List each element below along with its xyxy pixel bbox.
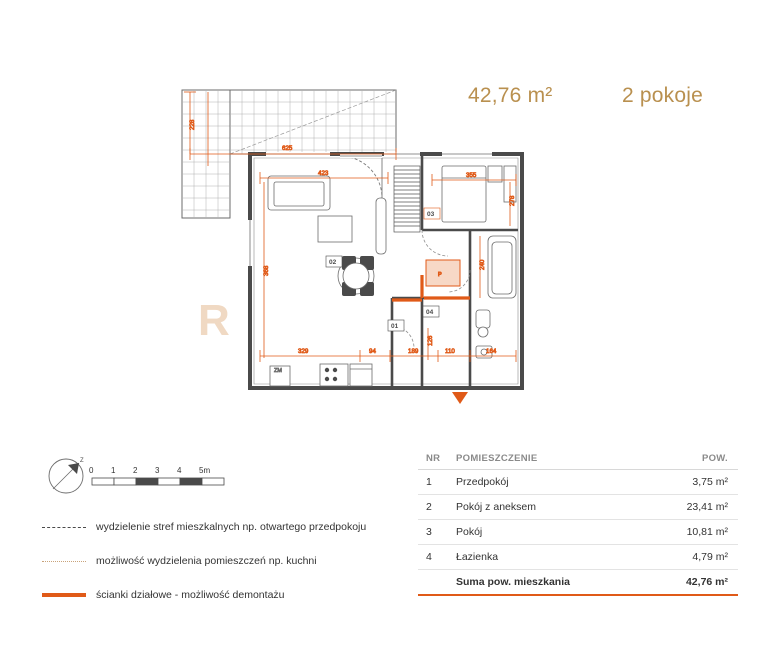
scale-tick-1: 1 — [111, 466, 116, 475]
dimension-278: 278 — [509, 195, 516, 206]
table-col-room: POMIESZCZENIE — [456, 448, 646, 470]
row-nr: 4 — [418, 545, 456, 570]
legend-label-3: ścianki działowe - możliwość demontażu — [96, 588, 285, 601]
scale-tick-5: 5m — [199, 466, 211, 475]
dimension-164: 164 — [486, 348, 497, 355]
dimension-329: 329 — [298, 348, 309, 355]
page-rooms-label: 2 pokoje — [622, 84, 703, 107]
row-area: 23,41 m² — [646, 495, 738, 520]
row-area: 3,75 m² — [646, 470, 738, 495]
table-row — [418, 470, 738, 495]
legend-label-2: możliwość wydzielenia pomieszczeń np. kuchni — [96, 554, 317, 567]
room-number-03: 03 — [427, 211, 435, 218]
legend-label-1: wydzielenie stref mieszkalnych np. otwartego przedpokoju — [96, 520, 367, 533]
table-row — [418, 495, 738, 520]
hall-label-p: P — [438, 272, 442, 278]
row-nr: 1 — [418, 470, 456, 495]
legend-item — [42, 582, 402, 608]
table-col-area: POW. — [646, 448, 738, 470]
table-col-nr: NR — [418, 448, 456, 470]
row-name: Przedpokój — [456, 470, 646, 495]
entrance-arrow-icon — [452, 392, 468, 404]
row-nr: 2 — [418, 495, 456, 520]
table-row — [418, 545, 738, 570]
table-total-row — [418, 570, 738, 596]
dimension-126: 126 — [427, 335, 434, 346]
scale-and-compass — [42, 452, 342, 505]
dimension-368: 368 — [263, 265, 270, 276]
furniture-kitchen — [270, 364, 372, 386]
dimension-94: 94 — [369, 348, 376, 355]
row-name: Pokój — [456, 520, 646, 545]
legend-sample-dashed — [42, 520, 86, 534]
room-number-04: 04 — [426, 309, 434, 316]
scale-tick-3: 3 — [155, 466, 160, 475]
total-label: Suma pow. mieszkania — [456, 570, 646, 596]
dimension-355: 355 — [466, 172, 477, 179]
row-name: Łazienka — [456, 545, 646, 570]
row-nr: 3 — [418, 520, 456, 545]
dimension-625: 625 — [282, 145, 293, 152]
room-number-02: 02 — [329, 259, 337, 266]
total-spacer — [418, 570, 456, 596]
row-area: 4,79 m² — [646, 545, 738, 570]
scale-tick-0: 0 — [89, 466, 94, 475]
row-area: 10,81 m² — [646, 520, 738, 545]
scale-tick-2: 2 — [133, 466, 138, 475]
compass-icon — [49, 458, 84, 493]
page-area-label: 42,76 m² — [468, 84, 553, 107]
dimension-110: 110 — [445, 348, 455, 355]
legend-sample-dotted — [42, 554, 86, 568]
compass-north-label: Z — [80, 458, 84, 464]
row-name: Pokój z aneksem — [456, 495, 646, 520]
floorplan-drawing — [170, 70, 590, 425]
legend-item — [42, 514, 402, 540]
table-header-row — [418, 448, 738, 470]
total-area: 42,76 m² — [646, 570, 738, 596]
furniture-hall — [426, 260, 460, 286]
dimension-423: 423 — [318, 170, 329, 177]
staircase-hatch — [394, 166, 420, 232]
legend-item — [42, 548, 402, 574]
legend — [42, 514, 402, 616]
scale-tick-4: 4 — [177, 466, 182, 475]
room-schedule-table — [418, 448, 738, 596]
kitchen-label-zm: ZM — [274, 368, 282, 374]
legend-sample-solid — [42, 588, 86, 602]
dimension-189: 189 — [408, 348, 419, 355]
table-row — [418, 520, 738, 545]
dimension-240: 240 — [479, 259, 486, 270]
room-number-01: 01 — [391, 323, 399, 330]
dimension-228: 228 — [189, 119, 196, 130]
watermark-logo: R — [198, 296, 231, 345]
scale-bar — [89, 466, 224, 485]
